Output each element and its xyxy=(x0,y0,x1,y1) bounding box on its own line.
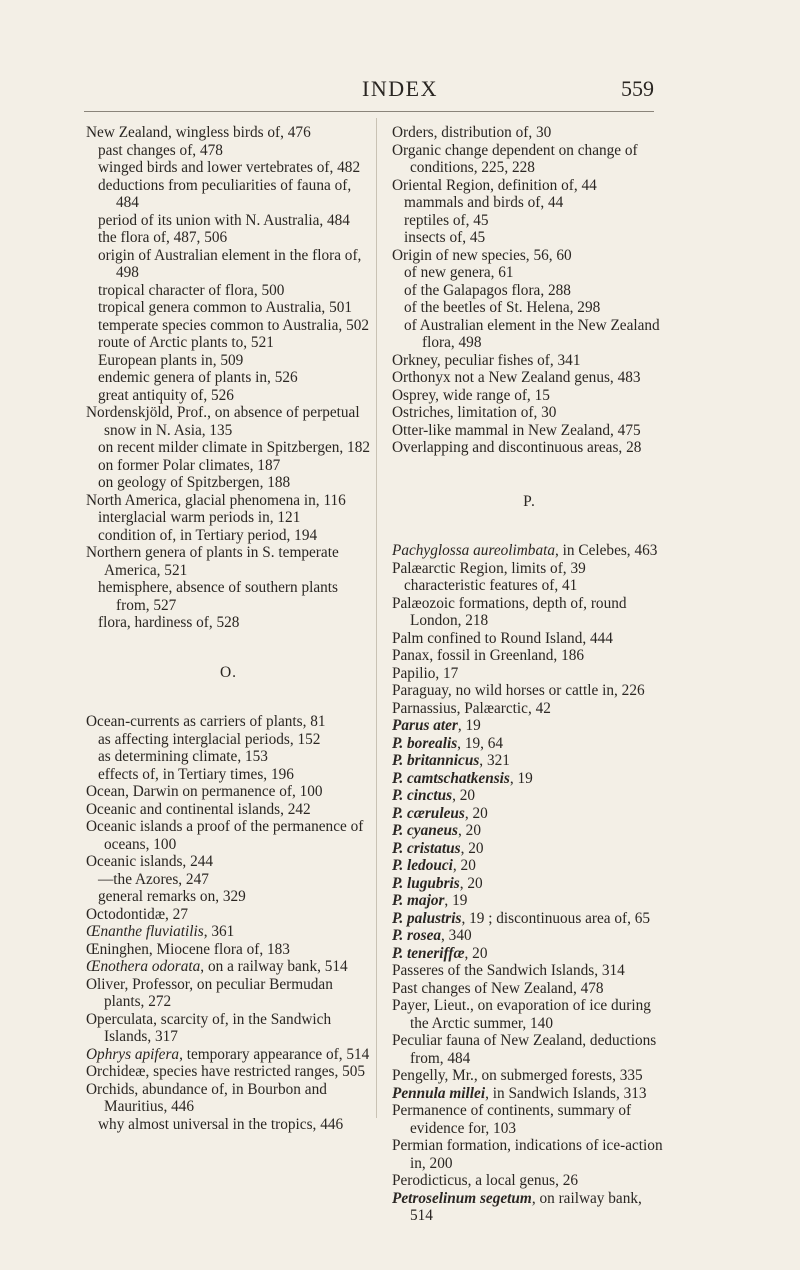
entry-taxon-name: Ophrys apifera xyxy=(86,1045,180,1063)
index-entry xyxy=(392,1102,667,1137)
entry-taxon-name: P. rosea xyxy=(392,927,442,944)
index-entry xyxy=(86,369,371,387)
entry-text: , 20 xyxy=(460,839,484,857)
entry-taxon-name: P. borealis xyxy=(392,734,458,752)
entry-text: route of Arctic plants to, 521 xyxy=(98,334,274,351)
index-entry xyxy=(86,801,371,819)
index-entry xyxy=(86,871,371,889)
entry-text: —the Azores, 247 xyxy=(98,870,209,888)
entry-text: Octodontidæ, 27 xyxy=(86,905,188,923)
index-entry xyxy=(86,923,371,941)
index-entry xyxy=(86,976,371,1011)
entry-text: , on railway bank, 514 xyxy=(410,1189,642,1224)
index-entry xyxy=(86,474,371,492)
entry-text: Operculata, scarcity of, in the Sandwich Islands, 317 xyxy=(86,1010,332,1045)
index-entry xyxy=(392,805,667,823)
entry-taxon-name: P. cyaneus xyxy=(392,822,459,839)
index-entry xyxy=(392,124,667,142)
index-entry xyxy=(86,247,371,282)
index-entry xyxy=(86,958,371,976)
entry-text: of the beetles of St. Helena, 298 xyxy=(404,299,601,316)
entry-text: Œninghen, Miocene flora of, 183 xyxy=(86,940,290,958)
entry-text: Pengelly, Mr., on submerged forests, 335 xyxy=(392,1067,643,1084)
index-entry xyxy=(86,177,371,212)
index-entry xyxy=(392,1190,667,1225)
right-column xyxy=(392,124,667,1225)
index-entry xyxy=(86,159,371,177)
entry-text: Peculiar fauna of New Zealand, deductions from, 484 xyxy=(392,1032,657,1067)
entry-text: on recent milder climate in Spitzbergen, 182 xyxy=(98,439,371,456)
entry-taxon-name: P. britannicus xyxy=(392,752,480,769)
index-entry xyxy=(392,752,667,770)
entry-text: Northern genera of plants in S. temperate America, 521 xyxy=(86,544,339,579)
entry-text: past changes of, 478 xyxy=(98,141,223,159)
entry-text: hemisphere, absence of southern plants from, 527 xyxy=(98,579,338,614)
entry-text: Osprey, wide range of, 15 xyxy=(392,386,550,404)
entry-text: , 19 xyxy=(457,717,481,734)
entry-text: Oceanic islands a proof of the permanence of oceans, 100 xyxy=(86,818,364,853)
entry-taxon-name: P. camtschatkensis xyxy=(392,769,510,787)
entry-text: reptiles of, 45 xyxy=(404,211,489,229)
index-entry xyxy=(392,945,667,963)
index-entry xyxy=(392,962,667,980)
entry-text: insects of, 45 xyxy=(404,229,486,246)
entry-text: Panax, fossil in Greenland, 186 xyxy=(392,647,585,664)
index-entry xyxy=(86,282,371,300)
entry-taxon-name: P. ledouci xyxy=(392,857,453,874)
index-entry xyxy=(392,352,667,370)
entry-taxon-name: P. major xyxy=(392,892,445,909)
index-entry xyxy=(86,124,371,142)
entry-text: deductions from peculiarities of fauna of, 484 xyxy=(98,176,352,211)
index-entry xyxy=(86,439,371,457)
index-entry xyxy=(392,1085,667,1103)
entry-text: Orchideæ, species have restricted ranges, 505 xyxy=(86,1063,366,1080)
index-entry xyxy=(392,787,667,805)
entries-p xyxy=(392,542,667,1225)
entry-text: European plants in, 509 xyxy=(98,351,244,369)
entry-taxon-name: P. cristatus xyxy=(392,839,461,857)
entry-text: , 19 xyxy=(444,892,468,909)
index-entry xyxy=(86,212,371,230)
index-entry xyxy=(86,941,371,959)
index-entry xyxy=(86,334,371,352)
entry-text: , 340 xyxy=(441,927,472,944)
entry-text: , 19, 64 xyxy=(457,734,504,752)
index-entry xyxy=(392,735,667,753)
entry-taxon-name: P. teneriffæ xyxy=(392,944,465,962)
index-entry xyxy=(392,194,667,212)
entry-text: North America, glacial phenomena in, 116 xyxy=(86,491,346,509)
entry-text: on geology of Spitzbergen, 188 xyxy=(98,474,291,491)
entry-text: , 20 xyxy=(464,944,488,962)
index-entry xyxy=(392,317,667,352)
index-entry xyxy=(86,888,371,906)
index-entry xyxy=(392,665,667,683)
index-entry xyxy=(86,766,371,784)
index-entry xyxy=(86,906,371,924)
entry-text: , 19 ; discontinuous area of, 65 xyxy=(461,909,651,927)
index-entry xyxy=(392,299,667,317)
entries-o xyxy=(86,713,371,1133)
index-entry xyxy=(86,818,371,853)
entry-text: winged birds and lower vertebrates of, 482 xyxy=(98,159,361,176)
index-entry xyxy=(86,299,371,317)
index-entry xyxy=(392,142,667,177)
entry-text: Orders, distribution of, 30 xyxy=(392,124,552,141)
entry-text: of the Galapagos flora, 288 xyxy=(404,281,571,299)
index-entry xyxy=(86,404,371,439)
entry-taxon-name: Œnanthe fluviatilis xyxy=(86,923,204,940)
entry-text: Papilio, 17 xyxy=(392,664,459,682)
entry-taxon-name: Pennula millei xyxy=(392,1084,486,1102)
entry-taxon-name: Petroselinum segetum xyxy=(392,1189,532,1207)
index-entry xyxy=(392,857,667,875)
index-entry xyxy=(392,369,667,387)
entry-text: great antiquity of, 526 xyxy=(98,386,234,404)
entry-text: Ocean, Darwin on permanence of, 100 xyxy=(86,783,323,800)
index-entry xyxy=(392,229,667,247)
entry-taxon-name: Parus ater xyxy=(392,717,458,734)
entry-text: as determining climate, 153 xyxy=(98,748,268,765)
index-entry xyxy=(86,352,371,370)
entry-taxon-name: P. cinctus xyxy=(392,787,453,804)
index-entry xyxy=(86,1046,371,1064)
index-entry xyxy=(392,1067,667,1085)
entry-text: period of its union with N. Australia, 484 xyxy=(98,211,350,229)
entry-text: Orchids, abundance of, in Bourbon and Mauritius, 446 xyxy=(86,1080,327,1115)
entry-text: Oceanic islands, 244 xyxy=(86,853,214,870)
index-entry xyxy=(86,544,371,579)
index-entry xyxy=(392,387,667,405)
index-entry xyxy=(392,542,667,560)
entry-text: Palæozoic formations, depth of, round London, 218 xyxy=(392,594,627,629)
entry-text: Orkney, peculiar fishes of, 341 xyxy=(392,351,581,369)
index-entry xyxy=(392,770,667,788)
entry-text: New Zealand, wingless birds of, 476 xyxy=(86,124,311,141)
entry-text: , temporary appearance of, 514 xyxy=(179,1045,370,1063)
index-entry xyxy=(86,783,371,801)
entry-text: , in Celebes, 463 xyxy=(555,542,658,559)
index-entry xyxy=(86,492,371,510)
index-entry xyxy=(86,229,371,247)
page-header xyxy=(0,76,800,106)
index-entry xyxy=(392,404,667,422)
entry-text: Past changes of New Zealand, 478 xyxy=(392,979,604,997)
entry-taxon-name: Œnothera odorata xyxy=(86,958,201,975)
index-entry xyxy=(392,647,667,665)
entry-text: , 361 xyxy=(203,923,235,940)
index-entry xyxy=(86,527,371,545)
entry-text: tropical genera common to Australia, 501 xyxy=(98,299,353,316)
entry-text: origin of Australian element in the flora of, 498 xyxy=(98,246,362,281)
entry-text: temperate species common to Australia, 502 xyxy=(98,316,370,334)
index-entry xyxy=(392,980,667,998)
entry-taxon-name: P. cæruleus xyxy=(392,804,465,822)
entry-text: , 20 xyxy=(452,787,476,804)
section-letter-o: O. xyxy=(219,663,238,681)
index-entry xyxy=(86,748,371,766)
entry-text: effects of, in Tertiary times, 196 xyxy=(98,765,294,783)
entry-text: flora, hardiness of, 528 xyxy=(98,614,240,631)
index-entry xyxy=(392,700,667,718)
entry-text: , 321 xyxy=(479,752,510,769)
header-rule xyxy=(84,111,654,112)
index-entry xyxy=(392,717,667,735)
entry-text: Payer, Lieut., on evaporation of ice during the Arctic summer, 140 xyxy=(392,997,651,1032)
entry-text: Parnassius, Palæarctic, 42 xyxy=(392,699,551,717)
entry-text: Organic change dependent on change of conditions, 225, 228 xyxy=(392,141,638,176)
entry-text: condition of, in Tertiary period, 194 xyxy=(98,526,318,544)
index-entry xyxy=(392,177,667,195)
index-entry xyxy=(392,910,667,928)
index-entry xyxy=(86,579,371,614)
index-entry xyxy=(86,1011,371,1046)
entry-text: Otter-like mammal in New Zealand, 475 xyxy=(392,421,641,439)
index-entry xyxy=(392,840,667,858)
entry-text: , in Sandwich Islands, 313 xyxy=(485,1084,647,1102)
entry-text: Ostriches, limitation of, 30 xyxy=(392,404,557,421)
entry-text: , 20 xyxy=(458,822,481,839)
entry-taxon-name: P. lugubris xyxy=(392,874,460,892)
entry-text: of new genera, 61 xyxy=(404,264,514,281)
entry-text: Paraguay, no wild horses or cattle in, 226 xyxy=(392,682,645,699)
entry-text: Ocean-currents as carriers of plants, 81 xyxy=(86,713,326,730)
index-entry xyxy=(392,1032,667,1067)
entries-o-continued xyxy=(392,124,667,457)
entry-taxon-name: Pachyglossa aureolimbata xyxy=(392,542,556,559)
entry-text: Origin of new species, 56, 60 xyxy=(392,246,572,264)
entry-text: Perodicticus, a local genus, 26 xyxy=(392,1172,579,1189)
running-title: INDEX xyxy=(362,76,438,101)
entry-text: the flora of, 487, 506 xyxy=(98,229,228,246)
index-entry xyxy=(86,457,371,475)
entry-text: Palm confined to Round Island, 444 xyxy=(392,629,613,647)
index-entry xyxy=(86,713,371,731)
entry-text: general remarks on, 329 xyxy=(98,888,246,905)
index-entry xyxy=(392,247,667,265)
index-entry xyxy=(392,630,667,648)
left-column xyxy=(86,124,371,1133)
index-entry xyxy=(392,422,667,440)
index-entry xyxy=(86,853,371,871)
entry-text: , 20 xyxy=(452,857,476,874)
index-entry xyxy=(392,822,667,840)
index-entry xyxy=(392,997,667,1032)
index-entry xyxy=(392,595,667,630)
index-entry xyxy=(86,387,371,405)
entry-text: Oliver, Professor, on peculiar Bermudan plants, 272 xyxy=(86,975,333,1010)
index-entry xyxy=(86,142,371,160)
index-entry xyxy=(392,1172,667,1190)
index-entry xyxy=(392,875,667,893)
entry-text: why almost universal in the tropics, 446 xyxy=(98,1115,344,1133)
entry-text: as affecting interglacial periods, 152 xyxy=(98,730,321,748)
entry-text: Nordenskjöld, Prof., on absence of perpetual snow in N. Asia, 135 xyxy=(86,404,360,439)
index-entry xyxy=(86,509,371,527)
entry-text: tropical character of flora, 500 xyxy=(98,281,285,299)
entry-text: Palæarctic Region, limits of, 39 xyxy=(392,559,586,577)
entry-text: , 19 xyxy=(509,769,533,787)
entry-text: Permanence of continents, summary of evidence for, 103 xyxy=(392,1102,632,1137)
index-entry xyxy=(392,212,667,230)
entry-text: mammals and birds of, 44 xyxy=(404,194,564,211)
entry-text: Permian formation, indications of ice-action in, 200 xyxy=(392,1137,663,1172)
entry-text: endemic genera of plants in, 526 xyxy=(98,369,298,386)
entry-taxon-name: P. palustris xyxy=(392,909,462,927)
index-entry xyxy=(86,1063,371,1081)
index-entry xyxy=(392,1137,667,1172)
section-letter-p: P. xyxy=(523,492,536,510)
entry-text: Overlapping and discontinuous areas, 28 xyxy=(392,439,642,456)
index-entry xyxy=(392,682,667,700)
index-entry xyxy=(392,577,667,595)
index-entry xyxy=(86,614,371,632)
page-number: 559 xyxy=(621,76,654,101)
index-entry xyxy=(392,282,667,300)
index-entry xyxy=(86,1116,371,1134)
entries-n xyxy=(86,124,371,632)
entry-text: of Australian element in the New Zealand flora, 498 xyxy=(404,316,660,351)
entry-text: Oriental Region, definition of, 44 xyxy=(392,176,597,194)
entry-text: , on a railway bank, 514 xyxy=(200,958,348,975)
entry-text: on former Polar climates, 187 xyxy=(98,456,281,474)
entry-text: Orthonyx not a New Zealand genus, 483 xyxy=(392,369,641,386)
entry-text: , 20 xyxy=(464,804,488,822)
entry-text: Oceanic and continental islands, 242 xyxy=(86,800,311,818)
entry-text: interglacial warm periods in, 121 xyxy=(98,509,301,526)
column-divider xyxy=(376,118,377,1118)
entry-text: characteristic features of, 41 xyxy=(404,577,578,594)
entry-text: , 20 xyxy=(459,874,483,892)
index-entry xyxy=(86,731,371,749)
index-entry xyxy=(392,927,667,945)
index-entry xyxy=(392,439,667,457)
entry-text: Passeres of the Sandwich Islands, 314 xyxy=(392,962,625,979)
index-entry xyxy=(392,892,667,910)
index-entry xyxy=(392,560,667,578)
index-entry xyxy=(86,317,371,335)
index-entry xyxy=(392,264,667,282)
index-entry xyxy=(86,1081,371,1116)
